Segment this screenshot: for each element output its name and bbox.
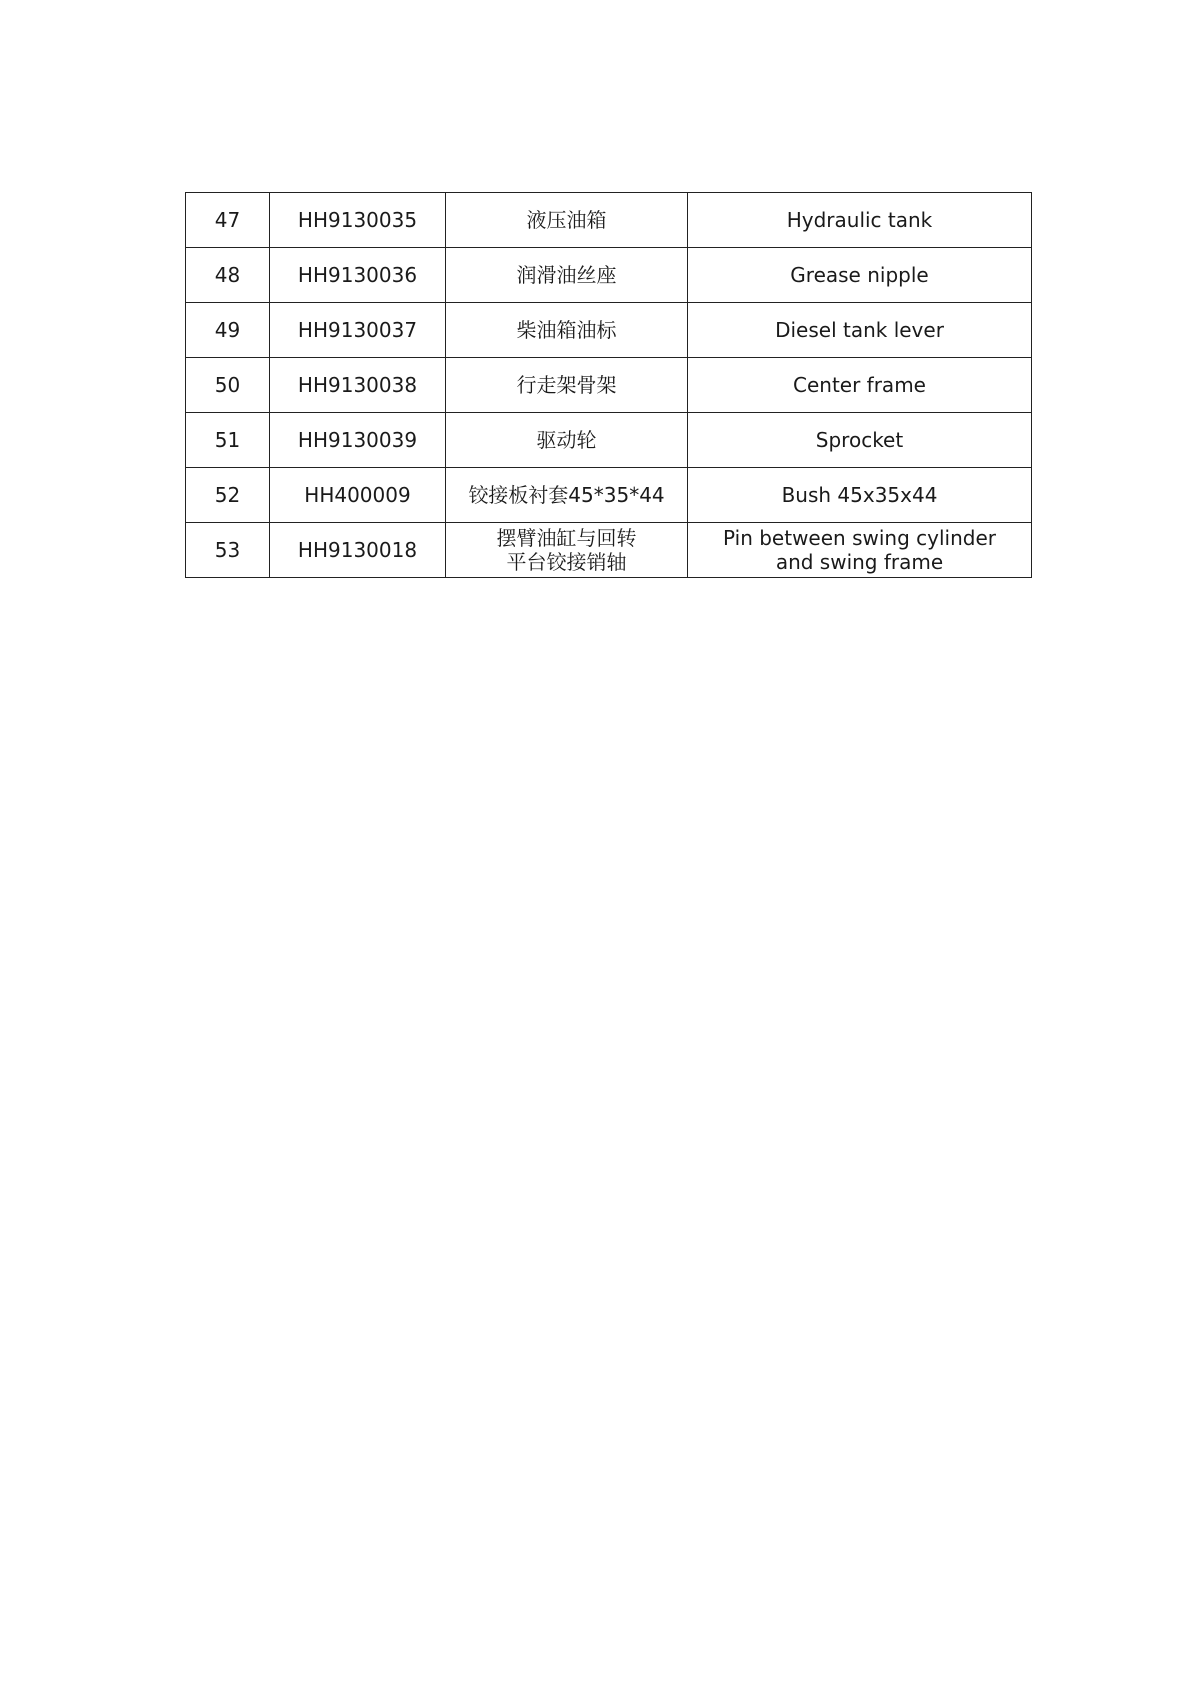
table-row	[186, 523, 1032, 578]
english-name-cell	[688, 523, 1032, 578]
part-code-cell	[270, 468, 446, 523]
chinese-name: 驱动轮	[536, 428, 597, 452]
chinese-name-cell	[446, 303, 688, 358]
part-code: HH9130039	[297, 428, 418, 452]
english-name-cell	[688, 193, 1032, 248]
item-number: 50	[214, 373, 241, 397]
table-row	[186, 358, 1032, 413]
table-row	[186, 193, 1032, 248]
item-number: 48	[214, 263, 241, 287]
part-code-cell	[270, 523, 446, 578]
chinese-name-cell	[446, 413, 688, 468]
part-code: HH9130038	[297, 373, 418, 397]
chinese-name-cell	[446, 248, 688, 303]
part-code-cell	[270, 413, 446, 468]
part-code: HH400009	[304, 483, 411, 507]
chinese-name-cell	[446, 358, 688, 413]
table-row	[186, 248, 1032, 303]
item-number: 53	[214, 538, 241, 562]
item-number: 52	[214, 483, 241, 507]
item-number-cell	[186, 523, 270, 578]
item-number-cell	[186, 248, 270, 303]
part-code-cell	[270, 248, 446, 303]
part-code-cell	[270, 193, 446, 248]
table-row	[186, 413, 1032, 468]
parts-table	[185, 192, 1032, 578]
item-number-cell	[186, 413, 270, 468]
table-row	[186, 303, 1032, 358]
english-name: Diesel tank lever	[775, 318, 944, 342]
part-code: HH9130036	[297, 263, 418, 287]
chinese-name: 液压油箱	[526, 208, 607, 232]
chinese-name: 摆臂油缸与回转 平台铰接销轴	[496, 526, 637, 574]
item-number: 51	[214, 428, 241, 452]
part-code-cell	[270, 358, 446, 413]
part-code: HH9130035	[297, 208, 418, 232]
item-number: 47	[214, 208, 241, 232]
english-name: Pin between swing cylinder and swing frame	[723, 526, 996, 574]
english-name-cell	[688, 303, 1032, 358]
chinese-name: 行走架骨架	[516, 373, 617, 397]
table-row	[186, 468, 1032, 523]
chinese-name-cell	[446, 523, 688, 578]
chinese-name: 柴油箱油标	[516, 318, 617, 342]
chinese-name-cell	[446, 193, 688, 248]
english-name: Hydraulic tank	[786, 208, 933, 232]
english-name-cell	[688, 468, 1032, 523]
english-name: Center frame	[793, 373, 926, 397]
part-code: HH9130037	[297, 318, 418, 342]
item-number-cell	[186, 193, 270, 248]
english-name-cell	[688, 413, 1032, 468]
english-name-cell	[688, 248, 1032, 303]
english-name-cell	[688, 358, 1032, 413]
item-number-cell	[186, 468, 270, 523]
item-number: 49	[214, 318, 241, 342]
item-number-cell	[186, 358, 270, 413]
english-name: Bush 45x35x44	[781, 483, 938, 507]
english-name: Grease nipple	[790, 263, 929, 287]
part-code: HH9130018	[297, 538, 418, 562]
part-code-cell	[270, 303, 446, 358]
chinese-name: 润滑油丝座	[516, 263, 617, 287]
item-number-cell	[186, 303, 270, 358]
chinese-name: 铰接板衬套45*35*44	[468, 483, 665, 507]
chinese-name-cell	[446, 468, 688, 523]
english-name: Sprocket	[815, 428, 904, 452]
